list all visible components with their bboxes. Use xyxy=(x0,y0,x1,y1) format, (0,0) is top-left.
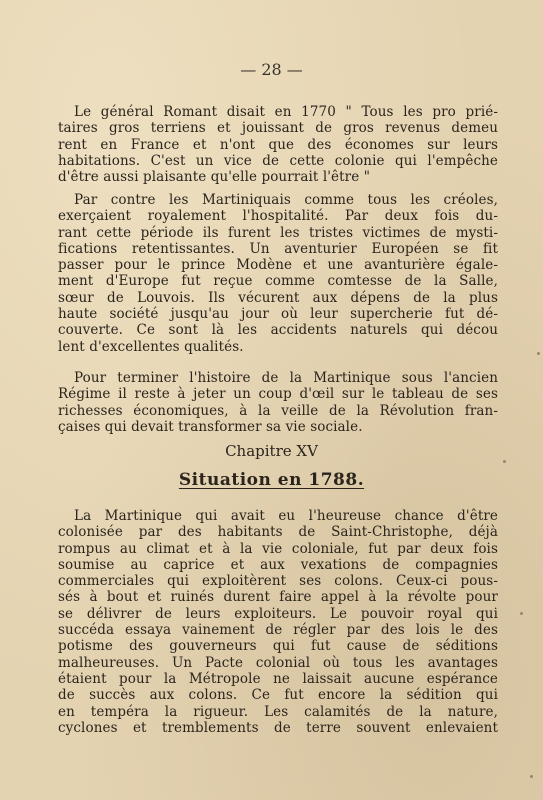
text-line: en tempéra la rigueur. Les calamités de la nature, xyxy=(58,703,498,720)
paragraph-3 xyxy=(58,370,498,435)
text-line: passer pour le prince Modène et une avanturière égale- xyxy=(58,257,498,274)
text-line: Régime il reste à jeter un coup d'œil sur le tableau de ses xyxy=(58,386,498,403)
text-line: colonisée par des habitants de Saint-Christophe, déjà xyxy=(58,524,498,541)
section-title xyxy=(0,470,543,490)
paper-speck xyxy=(530,775,533,778)
text-line: sés à bout et ruinés durent faire appel à la révolte pour xyxy=(58,589,498,606)
text-line: exerçaient royalement l'hospitalité. Par deux fois du- xyxy=(58,208,498,225)
page-number: — 28 — xyxy=(240,60,303,79)
text-line: habitations. C'est un vice de cette colonie qui l'empêche xyxy=(58,152,498,169)
text-line: ment d'Europe fut reçue comme comtesse de la Salle, xyxy=(58,273,498,290)
section-title-text: Situation en 1788. xyxy=(178,470,365,490)
text-line: richesses économiques, à la veille de la Révolution fran- xyxy=(58,402,498,419)
chapter-heading: Chapitre XV xyxy=(225,442,318,460)
text-line: Pour terminer l'histoire de la Martinique sous l'ancien xyxy=(74,370,498,386)
text-line: couverte. Ce sont là les accidents naturels qui décou xyxy=(58,322,498,339)
text-line: taires gros terriens et jouissant de gros revenus demeu xyxy=(58,120,498,137)
text-line: çaises qui devait transformer sa vie sociale. xyxy=(58,418,363,435)
text-line: malheureuses. Un Pacte colonial où tous les avantages xyxy=(58,654,498,671)
text-line: fications retentissantes. Un aventurier Européen se fit xyxy=(58,240,498,257)
text-line: se délivrer de leurs exploiteurs. Le pouvoir royal qui xyxy=(58,605,498,622)
text-line: cyclones et tremblements de terre souvent enlevaient xyxy=(58,719,498,736)
text-line: Le général Romant disait en 1770 " Tous les pro prié- xyxy=(74,104,498,120)
paper-speck xyxy=(537,352,540,355)
text-line: sœur de Louvois. Ils vécurent aux dépens de la plus xyxy=(58,289,498,306)
text-line: succéda essaya vainement de régler par des lois le des xyxy=(58,622,498,639)
text-line: potisme des gouverneurs qui fut cause de séditions xyxy=(58,638,498,655)
text-line: La Martinique qui avait eu l'heureuse chance d'être xyxy=(74,508,498,524)
paragraph-4 xyxy=(58,508,498,736)
text-line: rent en France et n'ont que des économes sur leurs xyxy=(58,136,498,153)
text-line: rompus au climat et à la vie coloniale, fut par deux fois xyxy=(58,540,498,557)
text-line: d'être aussi plaisante qu'elle pourrait l'être " xyxy=(58,169,371,186)
text-line: commerciales qui exploitèrent ses colons. Ceux-ci pous- xyxy=(58,573,498,590)
paper-speck xyxy=(503,460,506,463)
text-line: de succès aux colons. Ce fut encore la sédition qui xyxy=(58,687,498,704)
text-line: rant cette période ils furent les tristes victimes de mysti- xyxy=(58,224,498,241)
paper-speck xyxy=(520,612,523,615)
text-line: haute société jusqu'au jour où leur supercherie fut dé- xyxy=(58,306,498,323)
text-line: étaient pour la Métropole ne laissait aucune espérance xyxy=(58,670,498,687)
paragraph-1 xyxy=(58,104,498,185)
paragraph-2 xyxy=(58,192,498,355)
text-line: lent d'excellentes qualités. xyxy=(58,338,244,355)
text-line: soumise au caprice et aux vexations de compagnies xyxy=(58,556,498,573)
text-line: Par contre les Martiniquais comme tous les créoles, xyxy=(74,192,498,208)
